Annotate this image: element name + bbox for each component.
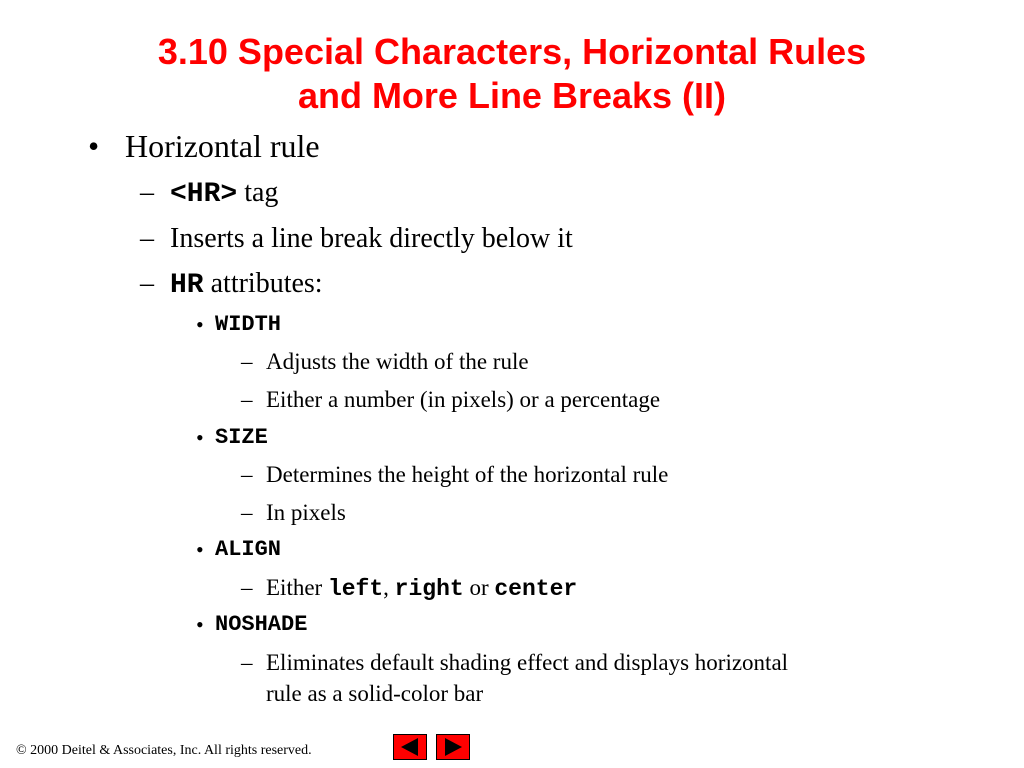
or-word: or xyxy=(463,575,495,600)
copyright-footer xyxy=(16,742,312,760)
attributes-word: attributes: xyxy=(203,268,323,299)
sub-item-text: Inserts a line break directly below it xyxy=(170,223,573,254)
desc-text: In pixels xyxy=(266,500,346,525)
desc-text xyxy=(266,574,577,603)
sub-item-text xyxy=(170,268,323,302)
title-line-2: and More Line Breaks (II) xyxy=(297,75,727,116)
dash-marker: – xyxy=(140,223,154,254)
bullet-marker: • xyxy=(196,612,204,637)
code-right: right xyxy=(394,576,464,602)
desc-text: rule as a solid-color bar xyxy=(266,681,484,706)
tag-word: tag xyxy=(237,177,279,208)
code-center: center xyxy=(494,576,578,602)
code-size: SIZE xyxy=(215,425,268,450)
copyright-symbol: © xyxy=(16,743,27,758)
left-triangle-icon xyxy=(394,735,426,759)
bullet-text: Horizontal rule xyxy=(125,128,320,164)
next-slide-button[interactable] xyxy=(436,734,470,760)
bullet-marker: • xyxy=(196,425,204,450)
previous-slide-button[interactable] xyxy=(393,734,427,760)
bullet-marker: • xyxy=(196,312,204,337)
dash-marker: – xyxy=(241,349,253,374)
dash-marker: – xyxy=(241,650,253,675)
bullet-marker: • xyxy=(88,128,100,164)
code-width: WIDTH xyxy=(215,312,282,337)
code-hr: HR xyxy=(170,270,204,301)
slide-title xyxy=(0,30,1024,118)
dash-marker: – xyxy=(241,387,253,412)
code-align: ALIGN xyxy=(215,537,282,562)
right-triangle-icon xyxy=(437,735,469,759)
dash-marker: – xyxy=(241,462,253,487)
dash-marker: – xyxy=(241,575,253,600)
sub-item-text xyxy=(170,177,278,211)
copyright-text: 2000 Deitel & Associates, Inc. All rights reserved. xyxy=(26,743,312,758)
desc-text: Either a number (in pixels) or a percentage xyxy=(266,387,661,412)
dash-marker: – xyxy=(241,500,253,525)
dash-marker: – xyxy=(140,177,154,208)
bullet-marker: • xyxy=(196,537,204,562)
desc-text: Eliminates default shading effect and displays horizontal xyxy=(266,650,789,675)
desc-text: Determines the height of the horizontal rule xyxy=(266,462,669,487)
desc-text: Adjusts the width of the rule xyxy=(266,349,529,374)
code-hr-tag: <HR> xyxy=(170,179,238,210)
code-noshade: NOSHADE xyxy=(215,612,308,637)
dash-marker: – xyxy=(140,268,154,299)
code-left: left xyxy=(327,576,384,602)
comma: , xyxy=(383,575,395,600)
either-word: Either xyxy=(266,575,328,600)
title-line-1: 3.10 Special Characters, Horizontal Rules xyxy=(157,31,867,72)
